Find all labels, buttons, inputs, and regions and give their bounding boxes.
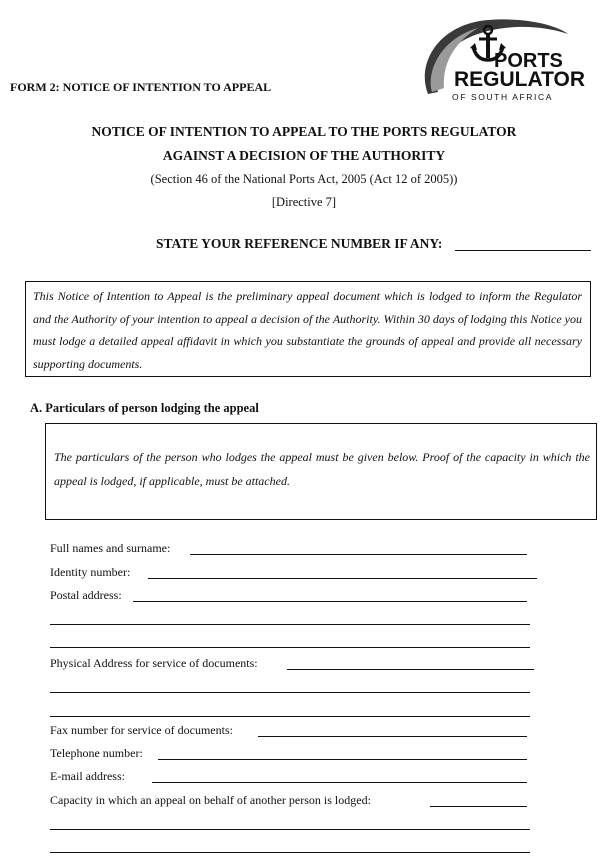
postal-address-line-2[interactable] bbox=[50, 624, 530, 625]
email-address-label: E-mail address: bbox=[50, 769, 125, 783]
physical-address-line-3[interactable] bbox=[50, 716, 530, 717]
capacity-label: Capacity in which an appeal on behalf of another person is lodged: bbox=[50, 793, 371, 807]
postal-address-label: Postal address: bbox=[50, 588, 122, 602]
telephone-number-field[interactable] bbox=[158, 759, 527, 760]
logo-regulator-text: REGULATOR bbox=[454, 68, 586, 91]
ports-regulator-logo bbox=[418, 14, 588, 104]
email-address-field[interactable] bbox=[152, 782, 527, 783]
physical-address-label: Physical Address for service of documents: bbox=[50, 656, 258, 670]
identity-number-field[interactable] bbox=[148, 578, 537, 579]
intro-notice-box: This Notice of Intention to Appeal is the preliminary appeal document which is lodged to inform the Regulator and the Authority of your intention to appeal a decision of the Authority. Within 30 days of lodging this Notice you must lodge a detailed appeal affidavit in which you substantiate the grounds of appeal and provide all necessary supporting documents. bbox=[25, 281, 591, 377]
document-title-line1: NOTICE OF INTENTION TO APPEAL TO THE PORTS REGULATOR bbox=[91, 124, 517, 139]
directive-reference: [Directive 7] bbox=[271, 195, 337, 209]
reference-number-label: STATE YOUR REFERENCE NUMBER IF ANY: bbox=[156, 236, 443, 251]
document-title-line2: AGAINST A DECISION OF THE AUTHORITY bbox=[162, 148, 446, 163]
logo-ports-text: PORTS bbox=[494, 50, 563, 72]
fax-number-label: Fax number for service of documents: bbox=[50, 723, 233, 737]
section-a-heading: A. Particulars of person lodging the appeal bbox=[30, 401, 259, 415]
capacity-line-2[interactable] bbox=[50, 829, 530, 830]
capacity-field[interactable] bbox=[430, 806, 527, 807]
full-names-label: Full names and surname: bbox=[50, 541, 171, 555]
reference-number-field[interactable] bbox=[455, 250, 591, 251]
logo-country-text: OF SOUTH AFRICA bbox=[452, 92, 553, 102]
full-names-field[interactable] bbox=[190, 554, 527, 555]
telephone-number-label: Telephone number: bbox=[50, 746, 143, 760]
fax-number-field[interactable] bbox=[258, 736, 527, 737]
section-a-note-box: The particulars of the person who lodges the appeal must be given below. Proof of the capacity in which the appeal is lodged, if applicable, must be attached. bbox=[45, 423, 597, 520]
physical-address-line-2[interactable] bbox=[50, 692, 530, 693]
capacity-line-3[interactable] bbox=[50, 852, 530, 853]
postal-address-field[interactable] bbox=[133, 601, 527, 602]
postal-address-line-3[interactable] bbox=[50, 647, 530, 648]
identity-number-label: Identity number: bbox=[50, 565, 131, 579]
section-reference: (Section 46 of the National Ports Act, 2005 (Act 12 of 2005)) bbox=[150, 172, 458, 186]
form-label: FORM 2: NOTICE OF INTENTION TO APPEAL bbox=[10, 80, 272, 94]
physical-address-field[interactable] bbox=[287, 669, 534, 670]
